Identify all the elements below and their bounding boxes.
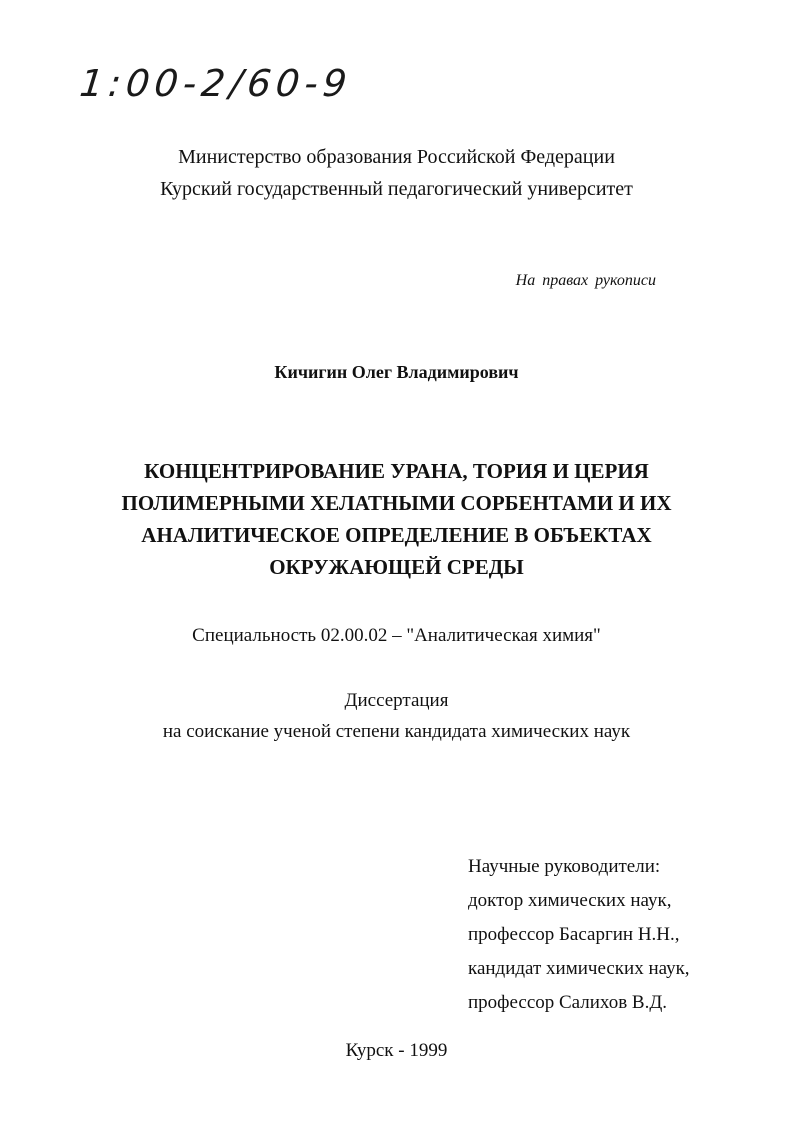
advisor-line: профессор Басаргин Н.Н., — [468, 924, 680, 945]
title-line: ПОЛИМЕРНЫМИ ХЕЛАТНЫМИ СОРБЕНТАМИ И ИХ — [121, 491, 672, 515]
title-line: ОКРУЖАЮЩЕЙ СРЕДЫ — [269, 555, 524, 579]
city-year: Курск - 1999 — [345, 1040, 448, 1061]
advisor-line: кандидат химических наук, — [468, 958, 690, 979]
advisor-line: доктор химических наук, — [468, 890, 672, 911]
advisors-heading: Научные руководители: — [468, 856, 661, 877]
ministry-name: Министерство образования Российской Федерации — [178, 146, 615, 168]
advisor-line: профессор Салихов В.Д. — [468, 992, 668, 1013]
author-name: Кичигин Олег Владимирович — [274, 362, 519, 382]
specialty-line: Специальность 02.00.02 – "Аналитическая химия" — [192, 625, 601, 646]
dissertation-label: Диссертация — [344, 690, 449, 711]
manuscript-rights-note: На правах рукописи — [515, 272, 656, 289]
dissertation-title — [0, 455, 793, 583]
degree-line: на соискание ученой степени кандидата химических наук — [162, 721, 631, 742]
title-line: АНАЛИТИЧЕСКОЕ ОПРЕДЕЛЕНИЕ В ОБЪЕКТАХ — [141, 523, 652, 547]
handwritten-catalog-code: 1:00-2/60-9 — [77, 62, 354, 105]
advisors-block — [468, 850, 768, 1020]
title-line: КОНЦЕНТРИРОВАНИЕ УРАНА, ТОРИЯ И ЦЕРИЯ — [144, 459, 649, 483]
university-name: Курский государственный педагогический университет — [160, 178, 633, 200]
